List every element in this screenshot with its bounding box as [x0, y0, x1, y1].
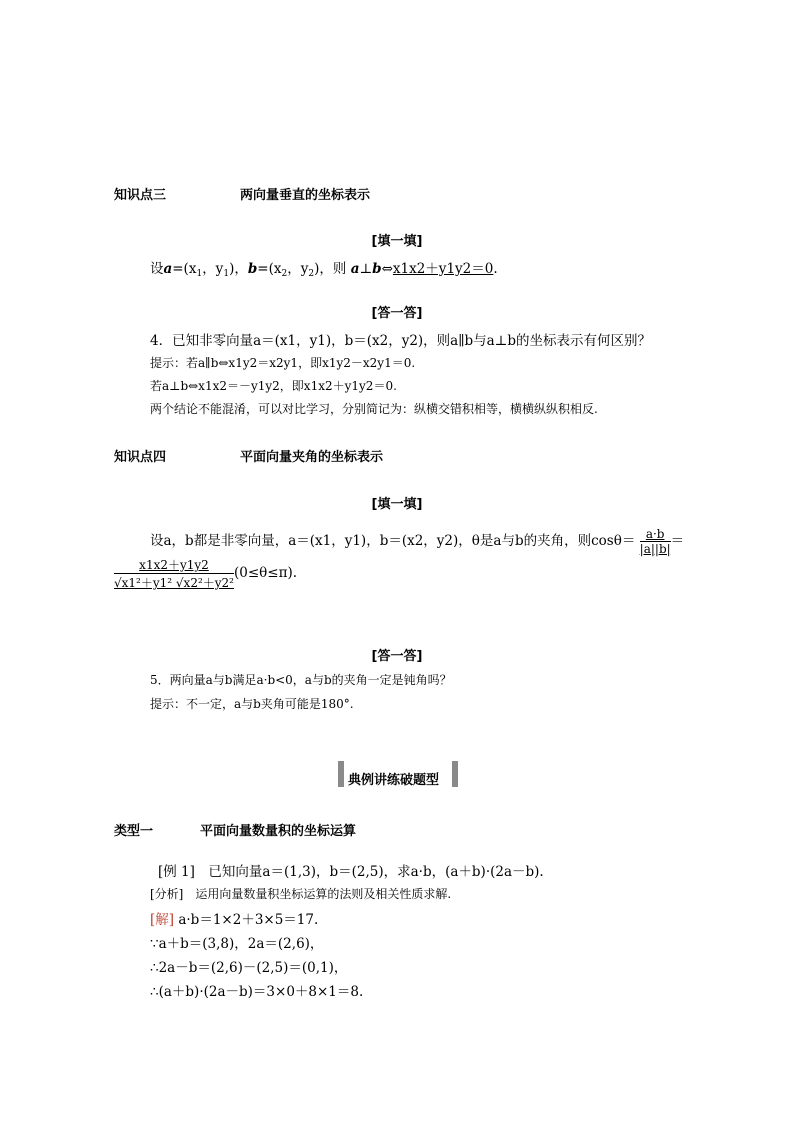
type-label-1: 类型一: [114, 824, 154, 839]
solution-line-4: ∴(a＋b)·(2a－b)＝3×0＋8×1＝8.: [150, 984, 364, 1000]
qa-heading-kp3: [答一答]: [371, 306, 423, 321]
fraction-coords-numerator: x1x2＋y1y2: [114, 556, 234, 574]
qa-heading-kp4: [答一答]: [371, 649, 423, 664]
hint-4-line3: 两个结论不能混淆，可以对比学习，分别简记为：纵横交错积相等，横横纵纵积相反.: [150, 402, 598, 416]
fraction-coords: [114, 556, 234, 591]
analysis-1: [分析] 运用向量数量积坐标运算的法则及相关性质求解.: [150, 887, 452, 901]
hint-4-line2: 若a⊥b⇔x1x2＝－y1y2，即x1x2＋y1y2＝0.: [150, 379, 397, 393]
fill-line-kp3: 设$a=(x_1$，$y_1$)，$b=(x_2$，$y_2$)，则 a⊥b⇔x1x2＋y1y2＝0.: [150, 261, 498, 279]
fill-answer-kp3: x1x2＋y1y2＝0: [392, 261, 494, 277]
fraction-cos-numerator: a·b: [640, 527, 671, 542]
section-label-kp4: 知识点四: [114, 450, 167, 465]
fill-then: ，则: [319, 261, 347, 277]
solution-text-1: a·b＝1×2＋3×5＝17.: [178, 912, 319, 928]
fraction-cos: [640, 527, 671, 556]
fill-heading-kp4: [填一填]: [371, 497, 423, 512]
angle-range: (0≤θ≤π).: [233, 565, 298, 581]
question-5: 5．两向量a与b满足a·b<0，a与b的夹角一定是钝角吗？: [150, 673, 452, 687]
equals-sign: ＝: [670, 533, 685, 549]
fill-text-kp4: 设a，b都是非零向量，a＝(x1，y1)，b＝(x2，y2)，θ是a与b的夹角，则cosθ＝: [150, 533, 636, 549]
solution-line-3: ∴2a－b＝(2,6)－(2,5)＝(0,1)，: [150, 960, 348, 976]
banner-title: 典例讲练破题型: [348, 773, 440, 788]
formula-line-kp4: [114, 556, 297, 591]
banner-right-bar: [452, 761, 458, 787]
banner-left-bar: [338, 761, 344, 787]
section-label-kp3: 知识点三: [114, 188, 167, 203]
example-1: [例 1] 已知向量a＝(1,3)，b＝(2,5)，求a·b，(a＋b)·(2a－b).: [158, 864, 544, 880]
fill-line-kp4: [150, 527, 684, 556]
hint-4-line1: 提示：若a∥b⇔x1y2＝x2y1，即x1y2－x2y1＝0.: [150, 356, 416, 370]
question-4: 4．已知非零向量a＝(x1，y1)，b＝(x2，y2)，则a∥b与a⊥b的坐标表示有何区别？: [150, 333, 651, 349]
fraction-cos-denominator: |a||b|: [639, 542, 671, 556]
fill-heading-kp3: [填一填]: [371, 234, 423, 249]
solution-line-1: [150, 908, 318, 928]
solution-tag: [解]: [150, 912, 175, 928]
hint-5: 提示：不一定，a与b夹角可能是180°.: [150, 697, 354, 711]
type-title-1: 平面向量数量积的坐标运算: [200, 824, 357, 839]
section-title-kp3: 两向量垂直的坐标表示: [240, 188, 371, 203]
section-title-kp4: 平面向量夹角的坐标表示: [240, 450, 384, 465]
fraction-coords-denominator: √x1²＋y1² √x2²＋y2²: [114, 576, 234, 590]
fill-prefix: 设: [150, 261, 164, 277]
solution-line-2: ∵a＋b＝(3,8)，2a＝(2,6)，: [150, 936, 324, 952]
